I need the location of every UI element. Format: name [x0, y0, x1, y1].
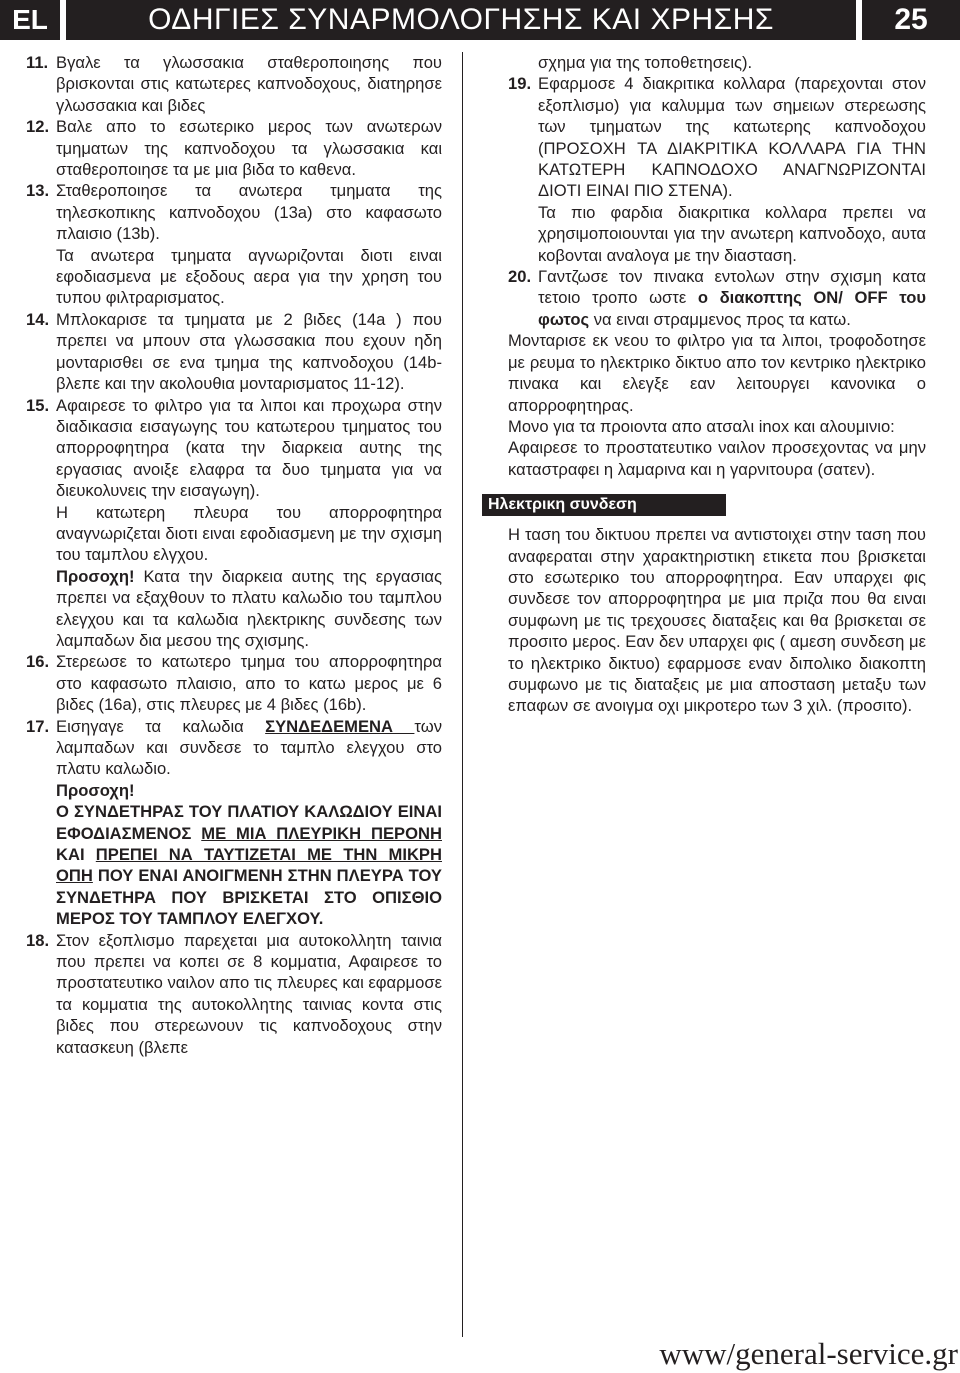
step-text: Στον εξοπλισμο παρεχεται μια αυτοκολλητη ταινια που πρεπει να κοπει σε 8 κομματια, Αφαιρεσε το προστατευτικο ναιλον απο τις πλευρες και εφαρμοσε τα κομματια της αυτοκολλητης ταινιας κοντα στις βιδες που στερεωνουν τις καπνοδοχους στην κατασκευη (βλεπε: [56, 930, 442, 1057]
step-18: [26, 930, 442, 1058]
paragraph: Μονταρισε εκ νεου το φιλτρο για τα λιποι, τροφοδοτησε με ρευμα το ηλεκτρικο δικτυο απο τον κεντρικο ηλεκτρικο πινακα και ελεγξε εαν λειτουργει κανονικα ο απορροφητηρας.: [508, 331, 926, 415]
step-text: Στερεωσε το κατωτερο τμημα του απορροφητηρα στο καφασωτο πλαισιο, απο το κατω μερος με 6 βιδες (16a), στις πλευρες με 4 βιδες (16b).: [56, 652, 442, 715]
step-number: 20.: [508, 267, 532, 287]
website-footer: www/general-service.gr: [659, 1336, 958, 1371]
warning-label: Προσοχη!: [56, 780, 135, 800]
step-text: να ειναι στραμμενος προς τα κατω.: [589, 309, 851, 329]
page-number: 25: [862, 0, 960, 40]
step-number: 19.: [508, 74, 532, 94]
step-14: [26, 309, 442, 395]
column-divider: [462, 52, 463, 1337]
step-number: 11.: [26, 53, 49, 72]
step-number: 13.: [26, 181, 50, 201]
step-16: [26, 651, 442, 715]
page-header: [0, 0, 960, 43]
continued-text: σχημα για της τοποθετησεις).: [538, 53, 753, 72]
step-text: των λαμπαδων και συνδεσε το ταμπλο ελεγχου στο πλατυ καλωδιο.: [56, 716, 442, 779]
step-text: Εφαρμοσε 4 διακριτικα κολλαρα (παρεχονται στον εξοπλισμο) για καλυμμα των σημειων στερεωσης των τμηματων της κατωτερης καπνοδοχου (ΠΡΟΣΟΧΗ ΤΑ ΔΙΑΚΡΙΤΙΚΑ ΚΟΛΛΑΡΑ ΓΙΑ ΤΗΝ ΚΑΤΩΤΕΡΗ ΚΑΠΝΟΔΟΧΟ ΑΝΑΓΝΩΡΙΖΟΝΤΑΙ ΔΙΟΤΙ ΕΙΝΑΙ ΠΙΟ ΣΤΕΝΑ).: [538, 74, 926, 201]
paragraph: Αφαιρεσε το προστατευτικο ναιλον προσεχοντας να μην καταστραφει η λαμαρινα και η γαρνιτουρα (σατεν).: [508, 438, 926, 479]
step-text: Εισηγαγε τα καλωδια: [56, 716, 266, 736]
warning-paragraph: [56, 566, 442, 652]
step-number: 14.: [26, 309, 50, 329]
step-number: 15.: [26, 395, 50, 415]
emphasis-text: ΣΥΝΔΕΔΕΜΕΝΑ: [265, 716, 415, 736]
left-column: [26, 52, 442, 1058]
step-text: Γαντζωσε τον πινακα εντολων στην σχισμη κατα τετοιο τροπο ωστε: [538, 267, 926, 308]
step-text: Βαλε απο το εσωτερικο μερος των ανωτερων τμηματων της καπνοδοχου τα γλωσσακια και σταθεροποιησε τα με μια βιδα το καθενα.: [56, 117, 442, 180]
step-number: 17.: [26, 716, 50, 736]
paragraph: Μονο για τα προιοντα απο ατσαλι inox και αλουμινιο:: [508, 416, 895, 436]
warning-part: Ο ΣΥΝΔΕΤΗΡΑΣ ΤΟΥ ΠΛΑΤΙΟΥ ΚΑΛΩΔΙΟΥ ΕΙΝΑΙ ΕΦΟΔΙΑΣΜΕΝΟΣ: [56, 802, 442, 843]
warning-text: [56, 801, 442, 929]
step-text: Σταθεροποιησε τα ανωτερα τμηματα της τηλεσκοπικης καπνοδοχου (13a) στο καφασωτο πλαισιο (13b).: [56, 181, 442, 244]
warning-part: ΚΑΙ: [56, 845, 96, 865]
page-title: ΟΔΗΓΙΕΣ ΣΥΝΑΡΜΟΛΟΓΗΣΗΣ ΚΑΙ ΧΡΗΣΗΣ: [66, 0, 856, 40]
step-11: [26, 52, 442, 116]
step-20: [508, 266, 926, 330]
step-number: 12.: [26, 117, 50, 137]
step-note: Η κατωτερη πλευρα του απορροφητηρα αναγνωριζεται διοτι ειναι εφοδιασμενη με την σχισμη του ταμπλου ελγχου.: [56, 502, 442, 565]
step-text: Βγαλε τα γλωσσακια σταθεροποιησης που βρισκονται στις κατωτερες καπνοδοχους, διατηρησε γλωσσακια και βιδες: [56, 53, 442, 115]
step-note: Τα πιο φαρδια διακριτικα κολλαρα πρεπει να χρησιμοποιουνται για την ανωτερη καπνοδοχο, αυτα κοβονται αναλογα με την διασταση.: [538, 202, 926, 265]
right-column: [488, 52, 927, 717]
warning-underlined: ΜΕ ΜΙΑ ΠΛΕΥΡΙΚΗ ΠΕΡΟΝΗ: [201, 823, 442, 843]
warning-underlined: ΠΡΕΠΕΙ ΝΑ ΤΑΥΤΙΖΕΤΑΙ ΜΕ ΤΗΝ ΜΙΚΡΗ ΟΠΗ: [56, 845, 442, 886]
step-12: [26, 116, 442, 180]
step-number: 16.: [26, 652, 50, 672]
warning-label: Προσοχη!: [56, 566, 135, 586]
step-15: [26, 395, 442, 652]
step-note: Τα ανωτερα τμηματα αγνωριζονται διοτι ειναι εφοδιασμενα με εξοδους αερα για την χρηση του τυπου φιλτραρισματος.: [56, 245, 442, 308]
step-13: [26, 180, 442, 308]
warning-text: Κατα την διαρκεια αυτης της εργασιας πρεπει να εξαχθουν το πλατυ καλωδιο του ταμπλου ελεγχου και τα καλωδια ηλεκτρικης συνδεσης των λαμπαδων δια μεσου της σχισμης.: [56, 566, 442, 650]
step-19: [508, 73, 926, 266]
step-number: 18.: [26, 930, 50, 950]
step-text: Μπλοκαρισε τα τμηματα με 2 βιδες (14a ) που πρεπει να μπουν στα γλωσσακια που εχουν ηδη μονταρισθει σε ενα τμημα της καπνοδοχου (14b- βλεπε και την ακολουθια μονταρισματος 11-12).: [56, 309, 442, 394]
section-heading: Ηλεκτρικη συνδεση: [482, 494, 726, 516]
paragraph: Η ταση του δικτυου πρεπει να αντιστοιχει στην ταση που αναφεραται στην χαρακτηριστικη ετικετα που βρισκεται στο εσωτερικο του απορροφητηρα. Εαν υπαρχει φις συνδεσε τον απορροφητηρα με μια πριζα που θα ειναι συμφωνη με τις τρεχουσες διαταξεις και θα βρισκεται σε προσιτο μερος. Εαν δεν υπαρχει φις ( αμεση συνδεση με το ηλεκτρικο δικτυο) εφαρμοσε εναν διπολικο διακοπτη συμφωνο με τις διαταξεις με μια αποσταση μεταξυ των επαφων σε ανοιγμα οχι μικροτερο των 3 χιλ. (προσιτο).: [508, 525, 926, 716]
step-17: [26, 716, 442, 930]
language-badge: EL: [0, 0, 60, 40]
step-text: Αφαιρεσε το φιλτρο για τα λιποι και προχωρα στην διαδικασια εισαγωγης του κατωτερου τμηματος του απορροφητηρα (κατα την διαρκεια αυτης της εργασιας ανοιξε ελαφρα τα δυο τμηματα για να διευκολυνεις την εισαγωγη).: [56, 395, 442, 501]
emphasis-text: ο διακοπτης ON/ OFF του φωτος: [538, 288, 927, 329]
warning-part: ΠΟΥ ΕΝΑΙ ΑΝΟΙΓΜΕΝΗ ΣΤΗΝ ΠΛΕΥΡΑ ΤΟΥ ΣΥΝΔΕΤΗΡΑ ΠΟΥ ΒΡΙΣΚΕΤΑΙ ΣΤΟ ΟΠΙΣΘΙΟ ΜΕΡΟΣ ΤΟΥ ΤΑΜΠΛΟΥ ΕΛΕΓΧΟΥ.: [56, 866, 442, 929]
